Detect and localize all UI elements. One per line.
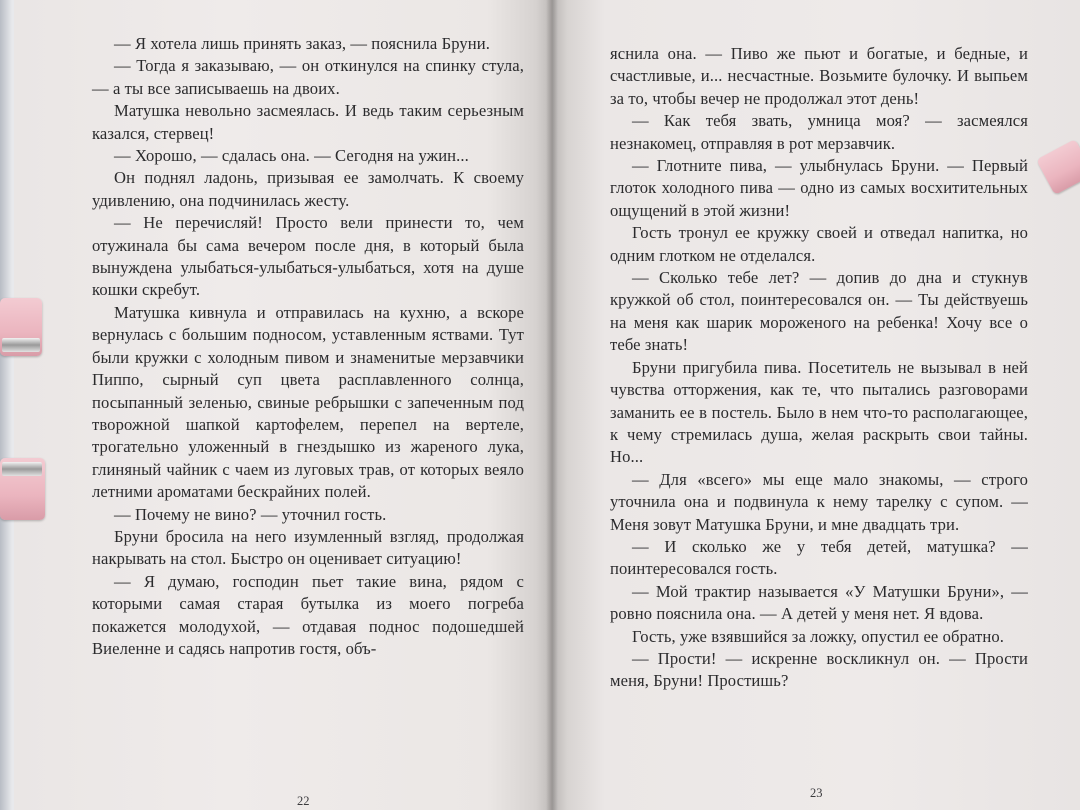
paragraph: Он поднял ладонь, призывая ее замолчать. К своему удивлению, она подчинилась жесту. [92, 168, 524, 210]
book-spine-gutter [546, 0, 558, 810]
paragraph: — Почему не вино? — уточнил гость. [114, 504, 387, 524]
left-page-text [92, 33, 524, 660]
left-page [14, 0, 552, 810]
paragraph: — И сколько же у тебя детей, матушка? — поинтересовался гость. [610, 536, 1028, 579]
paragraph: Гость, уже взявшийся за ложку, опустил ее обратно. [632, 626, 1004, 646]
paragraph: — Прости! — искренне воскликнул он. — Прости меня, Бруни! Простишь? [610, 648, 1028, 691]
page-clip-top-left [0, 298, 42, 356]
page-number-left: 22 [297, 794, 310, 808]
paragraph: — Тогда я заказываю, — он откинулся на спинку стула, — а ты все записываешь на двоих. [92, 56, 524, 98]
page-number-right: 23 [810, 786, 823, 800]
clip-hinge [2, 338, 40, 352]
paragraph: Бруни бросила на него изумленный взгляд, продолжая накрывать на стол. Быстро он оценивает ситуацию! [92, 526, 524, 569]
paragraph-continuation: яснила она. — Пиво же пьют и богатые, и бедные, и счастливые, и... несчастные. Возьмите булочку. И выпьем за то, чтобы вечер не продолжал этот день! [610, 44, 1028, 108]
paragraph: — Для «всего» мы еще мало знакомы, — строго уточнила она и подвинула к нему тарелку с супом. — Меня зовут Матушка Бруни, и мне двадцать три. [610, 469, 1028, 534]
paragraph: — Не перечисляй! Просто вели принести то, чем отужинала бы сама вечером после дня, в который была вынуждена улыбаться-улыбаться-улыбаться, хотя на душе кошки скребут. [92, 213, 524, 300]
paragraph: — Мой трактир называется «У Матушки Бруни», — ровно пояснила она. — А детей у меня нет. Я вдова. [610, 581, 1028, 624]
paragraph: Гость тронул ее кружку своей и отведал напитка, но одним глотком не отделался. [610, 223, 1028, 265]
paragraph: — Как тебя звать, умница моя? — засмеялся незнакомец, отправляя в рот мерзавчик. [610, 111, 1028, 153]
paragraph: — Сколько тебе лет? — допив до дна и стукнув кружкой об стол, поинтересовался он. — Ты действуешь на меня как шарик мороженого на ребенка! Хочу все о тебе знать! [610, 268, 1028, 355]
right-page [552, 0, 1080, 810]
paragraph: Матушка невольно засмеялась. И ведь таким серьезным казался, стервец! [92, 101, 524, 143]
paragraph: — Я хотела лишь принять заказ, — пояснила Бруни. [114, 34, 491, 53]
paragraph: — Хорошо, — сдалась она. — Сегодня на ужин... [114, 146, 469, 166]
paragraph: Матушка кивнула и отправилась на кухню, а вскоре вернулась с большим подносом, уставленным яствами. Тут были кружки с холодным пивом и знаменитые мерзавчики Пиппо, сырный суп цвета расплавленного солнца, посыпанный зеленью, свиные ребрышки с запеченным под творожной шапкой картофелем, перепел на вертеле, трогательно уложенный в гнездышко из жареного лука, глиняный чайник с чаем из луговых трав, от которых веяло летними ароматами бескрайних полей. [92, 302, 524, 502]
right-page-text [610, 43, 1028, 693]
paragraph: Бруни пригубила пива. Посетитель не вызывал в ней чувства отторжения, как те, что пытались разговорами заманить ее в постель. Было в нем что-то располагающее, к чему стремилась душа, желая раскрыть свои тайны. Но... [610, 357, 1028, 467]
clip-hinge [2, 462, 42, 476]
paragraph: — Глотните пива, — улыбнулась Бруни. — Первый глоток холодного пива — одно из самых восхитительных ощущений в этой жизни! [610, 156, 1028, 220]
paragraph: — Я думаю, господин пьет такие вина, рядом с которыми самая старая бутылка из моего погреба покажется молодухой, — отдавая поднос подошедшей Виеленне и садясь напротив гостя, объ- [92, 571, 524, 658]
page-clip-bottom-left [0, 458, 45, 520]
